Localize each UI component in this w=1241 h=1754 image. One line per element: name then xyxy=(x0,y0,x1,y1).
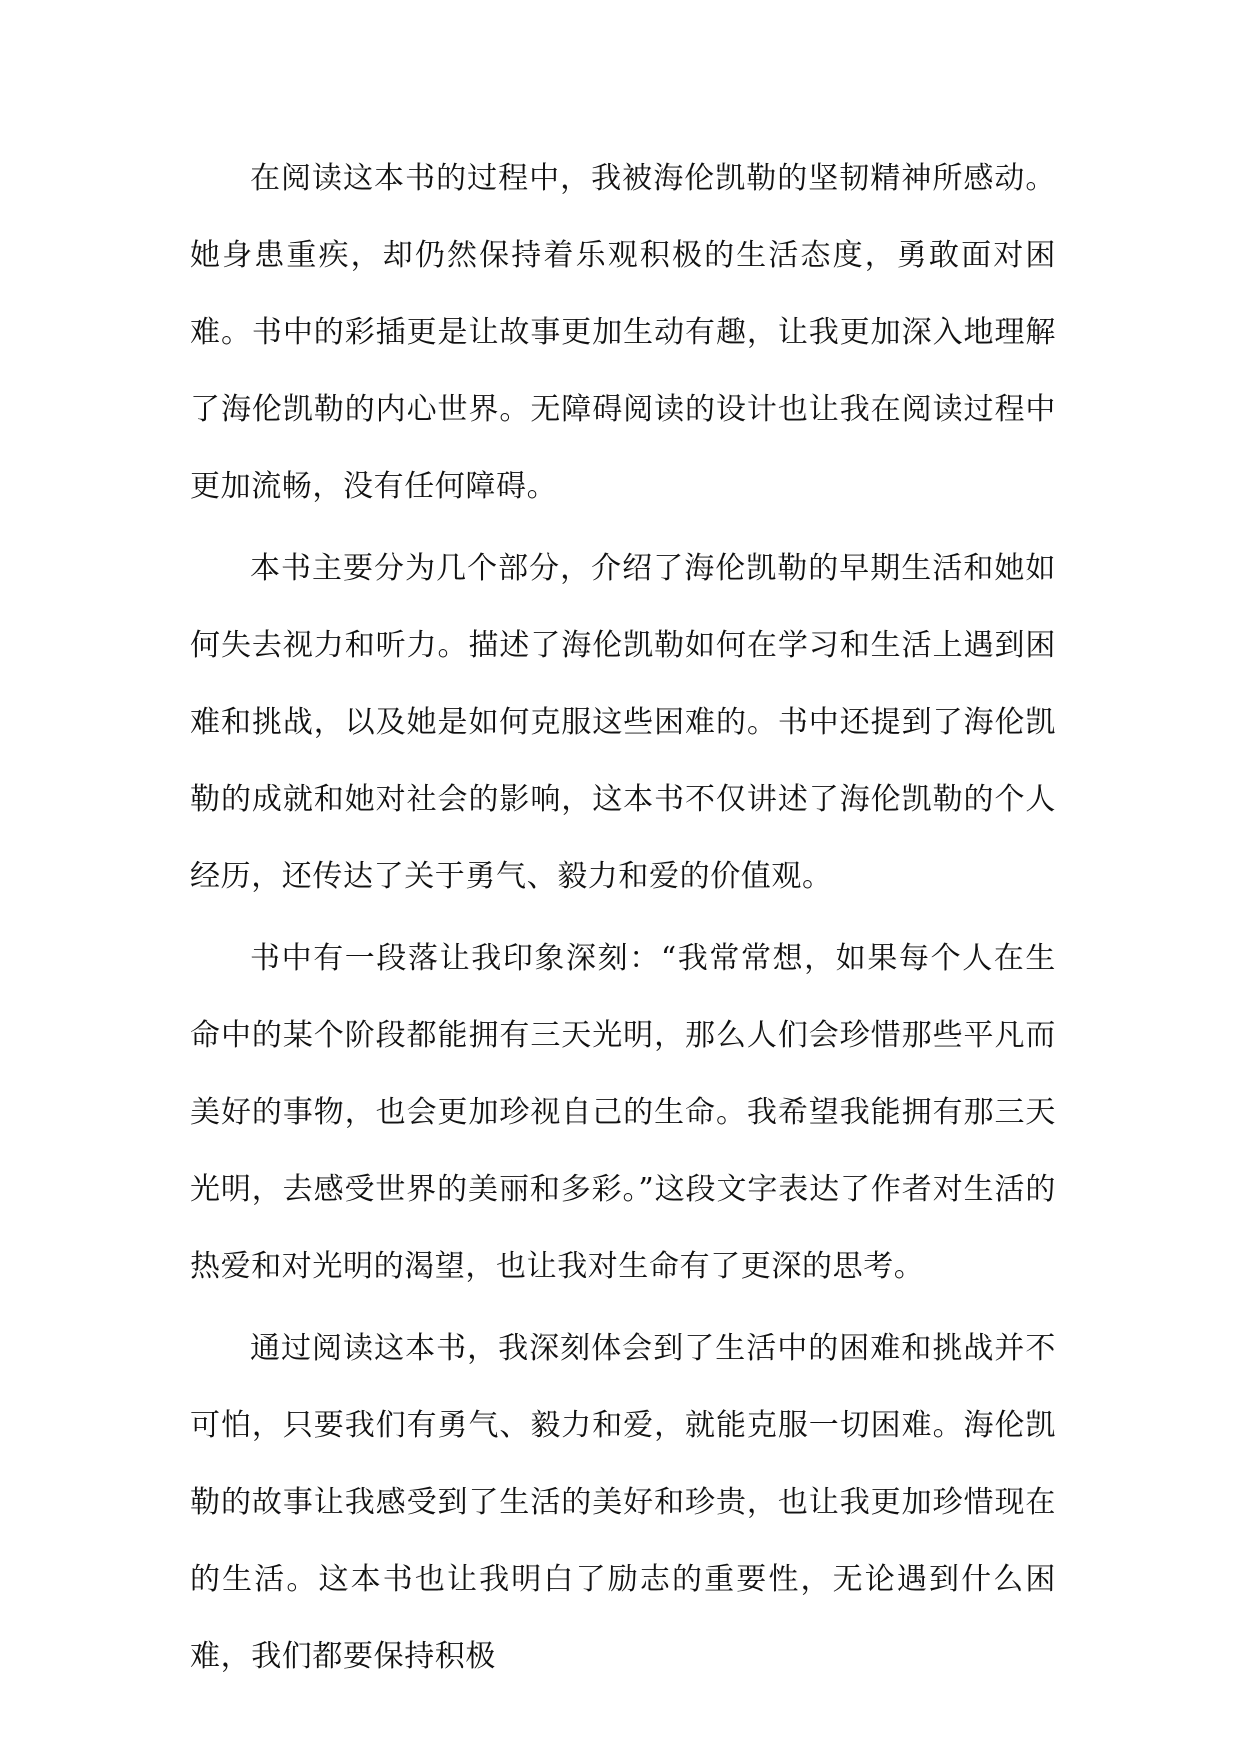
paragraph-1: 在阅读这本书的过程中，我被海伦凯勒的坚韧精神所感动。她身患重疾，却仍然保持着乐观积极的生活态度，勇敢面对困难。书中的彩插更是让故事更加生动有趣，让我更加深入地理解了海伦凯勒的内心世界。无障碍阅读的设计也让我在阅读过程中更加流畅，没有任何障碍。 xyxy=(190,161,1056,504)
paragraph-3: 书中有一段落让我印象深刻：“我常常想，如果每个人在生命中的某个阶段都能拥有三天光明，那么人们会珍惜那些平凡而美好的事物，也会更加珍视自己的生命。我希望我能拥有那三天光明，去感受世界的美丽和多彩。”这段文字表达了作者对生活的热爱和对光明的渴望，也让我对生命有了更深的思考。 xyxy=(190,941,1056,1284)
paragraph-4: 通过阅读这本书，我深刻体会到了生活中的困难和挑战并不可怕，只要我们有勇气、毅力和爱，就能克服一切困难。海伦凯勒的故事让我感受到了生活的美好和珍贵，也让我更加珍惜现在的生活。这本书也让我明白了励志的重要性，无论遇到什么困难，我们都要保持积极 xyxy=(190,1331,1056,1674)
paragraph-2: 本书主要分为几个部分，介绍了海伦凯勒的早期生活和她如何失去视力和听力。描述了海伦凯勒如何在学习和生活上遇到困难和挑战，以及她是如何克服这些困难的。书中还提到了海伦凯勒的成就和她对社会的影响，这本书不仅讲述了海伦凯勒的个人经历，还传达了关于勇气、毅力和爱的价值观。 xyxy=(190,551,1056,894)
document-body xyxy=(190,140,1056,1695)
